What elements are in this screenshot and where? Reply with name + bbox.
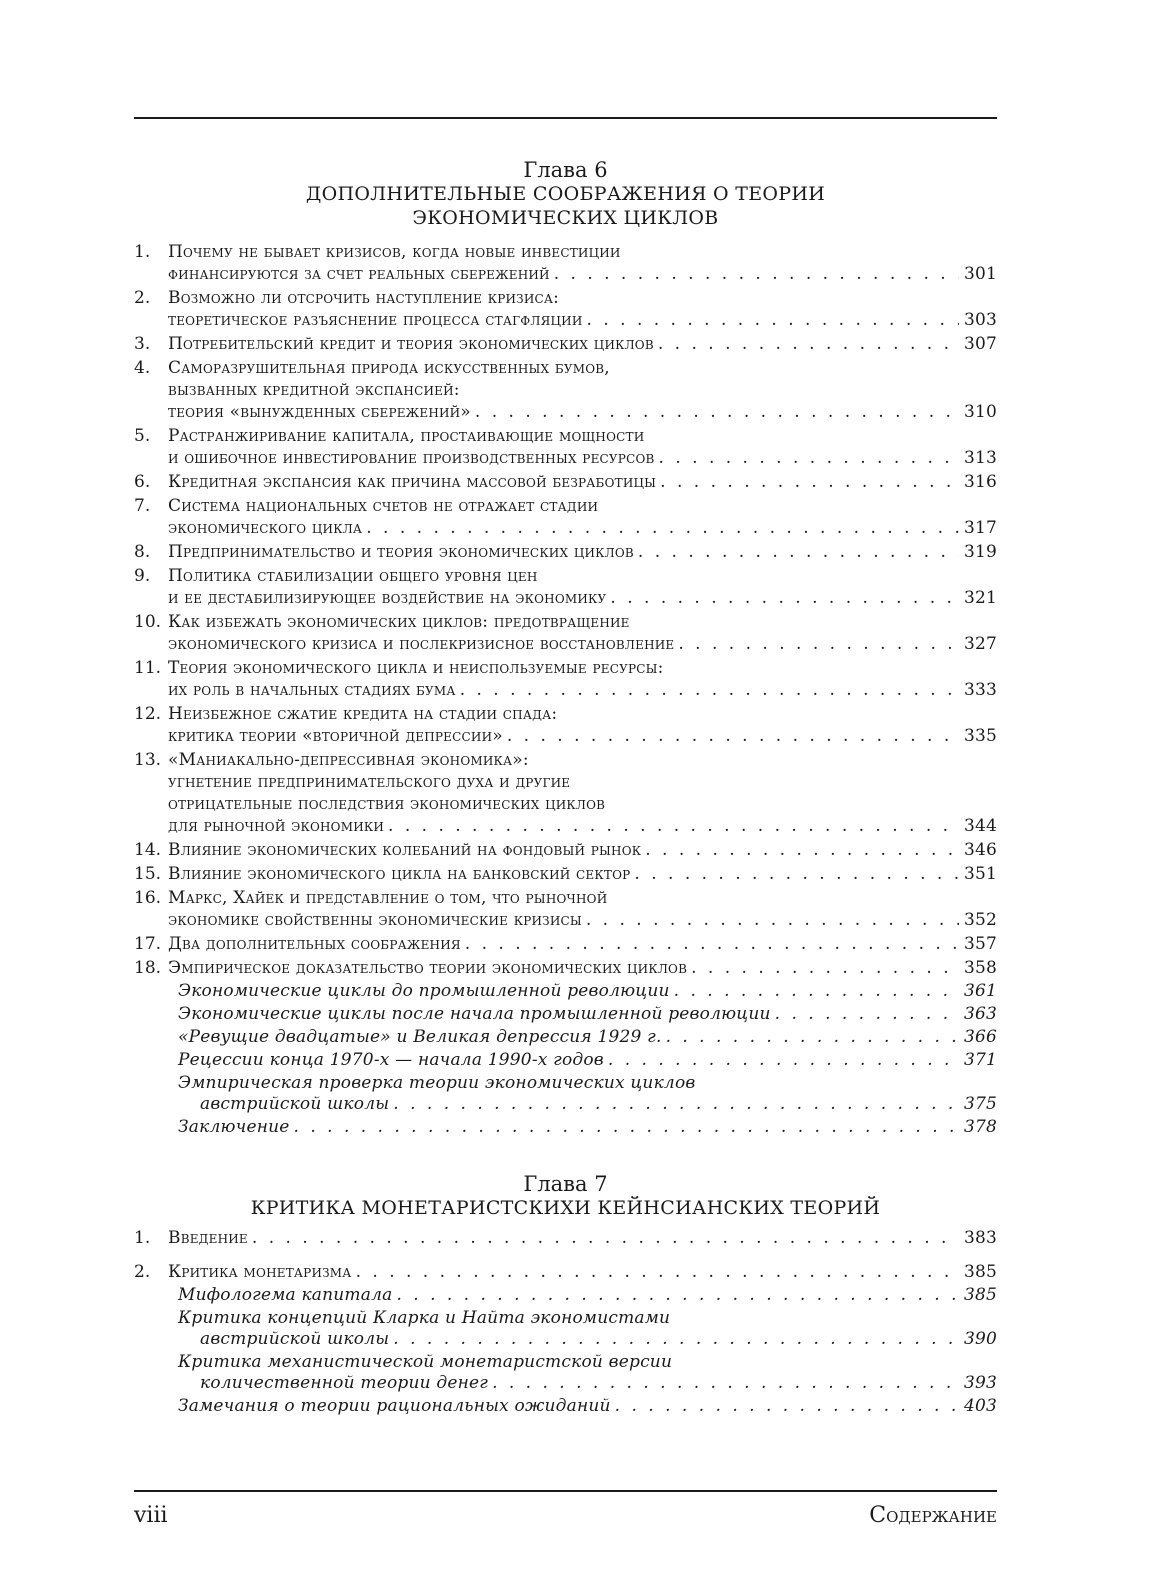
entry-page-number: 375 bbox=[963, 1094, 997, 1114]
entry-page-number: 357 bbox=[963, 934, 997, 954]
chapter-7-title-line1: КРИТИКА МОНЕТАРИСТСКИХИ КЕЙНСИАНСКИХ ТЕОРИЙ bbox=[250, 1197, 881, 1219]
dot-leader bbox=[645, 839, 959, 861]
entry-title: австрийской школы bbox=[200, 1329, 390, 1349]
entry-leader-line bbox=[168, 815, 997, 837]
entry-leader-line bbox=[178, 1004, 997, 1025]
entry-title: «Ревущие двадцатые» и Великая депрессия 1929 г. bbox=[178, 1027, 662, 1047]
entry-page-number: 344 bbox=[963, 816, 997, 836]
chapter-6-toc bbox=[134, 241, 997, 1140]
entry-line: Возможно ли отсрочить наступление кризиса: bbox=[168, 288, 560, 308]
entry-text bbox=[168, 565, 997, 609]
entry-title: Влияние экономических колебаний на фондовый рынок bbox=[168, 840, 642, 860]
dot-leader bbox=[587, 309, 959, 331]
dot-leader bbox=[252, 1227, 959, 1249]
dot-leader bbox=[660, 471, 959, 493]
entry-number: 13. bbox=[134, 750, 162, 770]
entry-page-number: 307 bbox=[963, 334, 997, 354]
entry-title: экономике свойственны экономические кризисы bbox=[168, 910, 582, 930]
toc-subentry[interactable] bbox=[178, 1285, 997, 1306]
entry-leader-line bbox=[168, 517, 997, 539]
entry-line: Неизбежное сжатие кредита на стадии спада: bbox=[168, 704, 558, 724]
entry-leader-line bbox=[168, 679, 997, 701]
entry-title: Критика монетаризма bbox=[168, 1262, 352, 1282]
entry-page-number: 361 bbox=[963, 981, 997, 1001]
entry-page-number: 335 bbox=[963, 726, 997, 746]
entry-page-number: 390 bbox=[963, 1329, 997, 1349]
entry-text bbox=[178, 1027, 997, 1048]
entry-page-number: 321 bbox=[963, 588, 997, 608]
entry-title: австрийской школы bbox=[200, 1094, 390, 1114]
entry-line: Теория экономического цикла и неиспользуемые ресурсы: bbox=[168, 658, 664, 678]
toc-entry[interactable] bbox=[134, 863, 997, 885]
entry-leader-line bbox=[168, 863, 997, 885]
entry-title: их роль в начальных стадиях бума bbox=[168, 680, 456, 700]
entry-number: 10. bbox=[134, 612, 162, 632]
entry-text bbox=[168, 425, 997, 469]
toc-entry[interactable] bbox=[134, 241, 997, 285]
entry-text bbox=[168, 887, 997, 931]
entry-text bbox=[168, 1227, 997, 1249]
entry-page-number: 403 bbox=[963, 1396, 997, 1416]
entry-line: Критика механистической монетаристской версии bbox=[178, 1352, 673, 1372]
dot-leader bbox=[356, 1261, 959, 1283]
entry-leader-line bbox=[168, 587, 997, 609]
dot-leader bbox=[294, 1117, 959, 1138]
entry-leader-line bbox=[168, 957, 997, 979]
top-rule bbox=[134, 117, 997, 119]
entry-text bbox=[168, 703, 997, 747]
toc-subentry[interactable] bbox=[178, 1027, 997, 1048]
dot-leader bbox=[638, 541, 959, 563]
toc-subentry[interactable] bbox=[178, 1352, 997, 1394]
entry-text bbox=[168, 241, 997, 285]
dot-leader bbox=[396, 1285, 959, 1306]
entry-title: Экономические циклы до промышленной революции bbox=[178, 981, 670, 1001]
dot-leader bbox=[366, 517, 959, 539]
entry-page-number: 385 bbox=[963, 1285, 997, 1305]
page-number: viii bbox=[134, 1503, 168, 1528]
entry-number: 1. bbox=[134, 1228, 151, 1248]
dot-leader bbox=[393, 1094, 959, 1115]
entry-line: «Маниакально-депрессивная экономика»: bbox=[168, 750, 529, 770]
entry-text bbox=[168, 933, 997, 955]
entry-text bbox=[168, 611, 997, 655]
entry-leader-line bbox=[168, 1227, 997, 1249]
chapter-6-title-line1: ДОПОЛНИТЕЛЬНЫЕ СООБРАЖЕНИЯ О ТЕОРИИ bbox=[305, 183, 826, 205]
entry-leader-line bbox=[168, 263, 997, 285]
toc-entry[interactable] bbox=[134, 1227, 997, 1249]
entry-leader-line bbox=[168, 471, 997, 493]
entry-title: и ее дестабилизирующее воздействие на экономику bbox=[168, 588, 607, 608]
entry-text bbox=[178, 1004, 997, 1025]
entry-page-number: 371 bbox=[963, 1050, 997, 1070]
entry-title: Замечания о теории рациональных ожиданий bbox=[178, 1396, 611, 1416]
dot-leader bbox=[674, 981, 959, 1002]
bottom-rule bbox=[134, 1490, 997, 1492]
dot-leader bbox=[678, 633, 959, 655]
chapter-7-heading bbox=[134, 1172, 997, 1220]
entry-text bbox=[178, 1285, 997, 1306]
toc-entry[interactable] bbox=[134, 471, 997, 493]
entry-page-number: 310 bbox=[963, 402, 997, 422]
entry-line: Растранжиривание капитала, простаивающие мощности bbox=[168, 426, 645, 446]
entry-number: 18. bbox=[134, 958, 162, 978]
entry-text bbox=[168, 957, 997, 979]
dot-leader bbox=[460, 679, 959, 701]
entry-leader-line bbox=[168, 909, 997, 931]
entry-number: 14. bbox=[134, 840, 162, 860]
entry-page-number: 351 bbox=[963, 864, 997, 884]
entry-leader-line bbox=[168, 725, 997, 747]
toc-subentry[interactable] bbox=[178, 1004, 997, 1025]
entry-title: Влияние экономического цикла на банковский сектор bbox=[168, 864, 631, 884]
dot-leader bbox=[634, 863, 959, 885]
toc-entry[interactable] bbox=[134, 703, 997, 747]
entry-number: 7. bbox=[134, 496, 151, 516]
entry-page-number: 301 bbox=[963, 264, 997, 284]
toc-entry[interactable] bbox=[134, 749, 997, 837]
entry-title: теоретическое разъяснение процесса стагфляции bbox=[168, 310, 583, 330]
toc-subentry[interactable] bbox=[178, 1073, 997, 1115]
entry-number: 16. bbox=[134, 888, 162, 908]
dot-leader bbox=[615, 1396, 959, 1417]
dot-leader bbox=[610, 587, 959, 609]
entry-text bbox=[168, 749, 997, 837]
toc-entry[interactable] bbox=[134, 657, 997, 701]
chapter-7-toc bbox=[134, 1227, 997, 1419]
entry-leader-line bbox=[178, 1050, 997, 1071]
entry-title: Эмпирическое доказательство теории экономических циклов bbox=[168, 958, 688, 978]
toc-entry[interactable] bbox=[134, 541, 997, 563]
chapter-7-label: Глава 7 bbox=[523, 1172, 608, 1196]
entry-leader-line bbox=[178, 1094, 997, 1115]
entry-title: Предпринимательство и теория экономических циклов bbox=[168, 542, 634, 562]
dot-leader bbox=[475, 401, 959, 423]
toc-entry[interactable] bbox=[134, 565, 997, 609]
entry-title: финансируются за счет реальных сбережений bbox=[168, 264, 550, 284]
entry-title: критика теории «вторичной депрессии» bbox=[168, 726, 503, 746]
entry-title: количественной теории денег bbox=[200, 1373, 489, 1393]
toc-subentry[interactable] bbox=[178, 1396, 997, 1417]
entry-text bbox=[168, 541, 997, 563]
entry-page-number: 316 bbox=[963, 472, 997, 492]
dot-leader bbox=[775, 1004, 959, 1025]
toc-entry[interactable] bbox=[134, 495, 997, 539]
entry-title: Экономические циклы после начала промышленной революции bbox=[178, 1004, 771, 1024]
page-footer bbox=[134, 1502, 997, 1530]
entry-page-number: 346 bbox=[963, 840, 997, 860]
entry-text bbox=[168, 495, 997, 539]
entry-title: Два дополнительных соображения bbox=[168, 934, 461, 954]
entry-line: Эмпирическая проверка теории экономических циклов bbox=[178, 1073, 696, 1093]
toc-entry[interactable] bbox=[134, 333, 997, 355]
entry-number: 2. bbox=[134, 1262, 151, 1282]
entry-text bbox=[168, 287, 997, 331]
dot-leader bbox=[666, 1027, 959, 1048]
entry-line: угнетение предпринимательского духа и другие bbox=[168, 772, 571, 792]
toc-entry[interactable] bbox=[134, 839, 997, 861]
entry-leader-line bbox=[178, 1373, 997, 1394]
entry-number: 15. bbox=[134, 864, 162, 884]
toc-entry[interactable] bbox=[134, 957, 997, 979]
entry-line: Политика стабилизации общего уровня цен bbox=[168, 566, 538, 586]
entry-number: 4. bbox=[134, 358, 151, 378]
entry-leader-line bbox=[178, 1117, 997, 1138]
entry-number: 17. bbox=[134, 934, 162, 954]
dot-leader bbox=[608, 1050, 959, 1071]
toc-entry[interactable] bbox=[134, 611, 997, 655]
entry-line: Критика концепций Кларка и Найта экономистами bbox=[178, 1308, 671, 1328]
entry-text bbox=[168, 657, 997, 701]
entry-text bbox=[178, 1050, 997, 1071]
entry-text bbox=[178, 1396, 997, 1417]
toc-subentry[interactable] bbox=[178, 981, 997, 1002]
entry-leader-line bbox=[168, 633, 997, 655]
entry-leader-line bbox=[168, 401, 997, 423]
entry-number: 5. bbox=[134, 426, 151, 446]
entry-title: Введение bbox=[168, 1228, 248, 1248]
entry-page-number: 352 bbox=[963, 910, 997, 930]
entry-page-number: 385 bbox=[963, 1262, 997, 1282]
entry-text bbox=[168, 471, 997, 493]
dot-leader bbox=[393, 1329, 959, 1350]
entry-text bbox=[168, 333, 997, 355]
entry-number: 6. bbox=[134, 472, 151, 492]
toc-entry[interactable] bbox=[134, 357, 997, 423]
entry-text bbox=[168, 1261, 997, 1283]
entry-page-number: 363 bbox=[963, 1004, 997, 1024]
toc-entry[interactable] bbox=[134, 1261, 997, 1283]
entry-leader-line bbox=[168, 1261, 997, 1283]
chapter-6-heading bbox=[134, 158, 997, 230]
toc-entry[interactable] bbox=[134, 425, 997, 469]
entry-text bbox=[178, 1117, 997, 1138]
entry-leader-line bbox=[178, 1329, 997, 1350]
entry-page-number: 313 bbox=[963, 448, 997, 468]
running-header: Содержание bbox=[869, 1503, 997, 1528]
entry-page-number: 393 bbox=[963, 1373, 997, 1393]
toc-subentry[interactable] bbox=[178, 1117, 997, 1138]
dot-leader bbox=[507, 725, 959, 747]
entry-title: экономического цикла bbox=[168, 518, 363, 538]
entry-number: 11. bbox=[134, 658, 162, 678]
toc-subentry[interactable] bbox=[178, 1308, 997, 1350]
entry-leader-line bbox=[168, 541, 997, 563]
entry-number: 8. bbox=[134, 542, 151, 562]
dot-leader bbox=[492, 1373, 959, 1394]
entry-title: экономического кризиса и послекризисное восстановление bbox=[168, 634, 675, 654]
entry-leader-line bbox=[168, 447, 997, 469]
entry-title: Кредитная экспансия как причина массовой безработицы bbox=[168, 472, 657, 492]
toc-entry[interactable] bbox=[134, 287, 997, 331]
entry-text bbox=[178, 1352, 997, 1394]
entry-leader-line bbox=[178, 981, 997, 1002]
entry-leader-line bbox=[168, 309, 997, 331]
entry-number: 9. bbox=[134, 566, 151, 586]
entry-number: 2. bbox=[134, 288, 151, 308]
dot-leader bbox=[691, 957, 959, 979]
entry-text bbox=[178, 981, 997, 1002]
entry-line: Почему не бывает кризисов, когда новые инвестиции bbox=[168, 242, 621, 262]
entry-title: для рыночной экономики bbox=[168, 816, 385, 836]
entry-leader-line bbox=[168, 839, 997, 861]
entry-page-number: 319 bbox=[963, 542, 997, 562]
entry-text bbox=[178, 1308, 997, 1350]
entry-leader-line bbox=[178, 1027, 997, 1048]
entry-title: Мифологема капитала bbox=[178, 1285, 393, 1305]
entry-page-number: 303 bbox=[963, 310, 997, 330]
dot-leader bbox=[465, 933, 959, 955]
entry-line: Саморазрушительная природа искусственных бумов, bbox=[168, 358, 610, 378]
entry-page-number: 366 bbox=[963, 1027, 997, 1047]
entry-title: Заключение bbox=[178, 1117, 290, 1137]
toc-entry[interactable] bbox=[134, 887, 997, 931]
entry-number: 12. bbox=[134, 704, 162, 724]
entry-title: Рецессии конца 1970-х — начала 1990-х годов bbox=[178, 1050, 604, 1070]
entry-leader-line bbox=[168, 933, 997, 955]
entry-page-number: 378 bbox=[963, 1117, 997, 1137]
entry-title: и ошибочное инвестирование производственных ресурсов bbox=[168, 448, 655, 468]
dot-leader bbox=[659, 447, 959, 469]
entry-line: Система национальных счетов не отражает стадии bbox=[168, 496, 599, 516]
toc-subentry[interactable] bbox=[178, 1050, 997, 1071]
entry-leader-line bbox=[168, 333, 997, 355]
entry-line: Как избежать экономических циклов: предотвращение bbox=[168, 612, 630, 632]
entry-leader-line bbox=[178, 1285, 997, 1306]
entry-page-number: 317 bbox=[963, 518, 997, 538]
entry-text bbox=[168, 357, 997, 423]
entry-leader-line bbox=[178, 1396, 997, 1417]
entry-page-number: 327 bbox=[963, 634, 997, 654]
chapter-6-label: Глава 6 bbox=[523, 158, 608, 182]
entry-line: вызванных кредитной экспансией: bbox=[168, 380, 460, 400]
entry-text bbox=[168, 839, 997, 861]
dot-leader bbox=[388, 815, 959, 837]
dot-leader bbox=[554, 263, 959, 285]
entry-title: теория «вынужденных сбережений» bbox=[168, 402, 471, 422]
entry-page-number: 383 bbox=[963, 1228, 997, 1248]
entry-text bbox=[168, 863, 997, 885]
entry-title: Потребительский кредит и теория экономических циклов bbox=[168, 334, 654, 354]
chapter-6-title-line2: ЭКОНОМИЧЕСКИХ ЦИКЛОВ bbox=[412, 207, 719, 229]
entry-line: Маркс, Хайек и представление о том, что рыночной bbox=[168, 888, 608, 908]
dot-leader bbox=[586, 909, 959, 931]
entry-number: 3. bbox=[134, 334, 151, 354]
entry-line: отрицательные последствия экономических циклов bbox=[168, 794, 606, 814]
dot-leader bbox=[658, 333, 959, 355]
entry-page-number: 333 bbox=[963, 680, 997, 700]
toc-entry[interactable] bbox=[134, 933, 997, 955]
entry-page-number: 358 bbox=[963, 958, 997, 978]
entry-text bbox=[178, 1073, 997, 1115]
entry-number: 1. bbox=[134, 242, 151, 262]
